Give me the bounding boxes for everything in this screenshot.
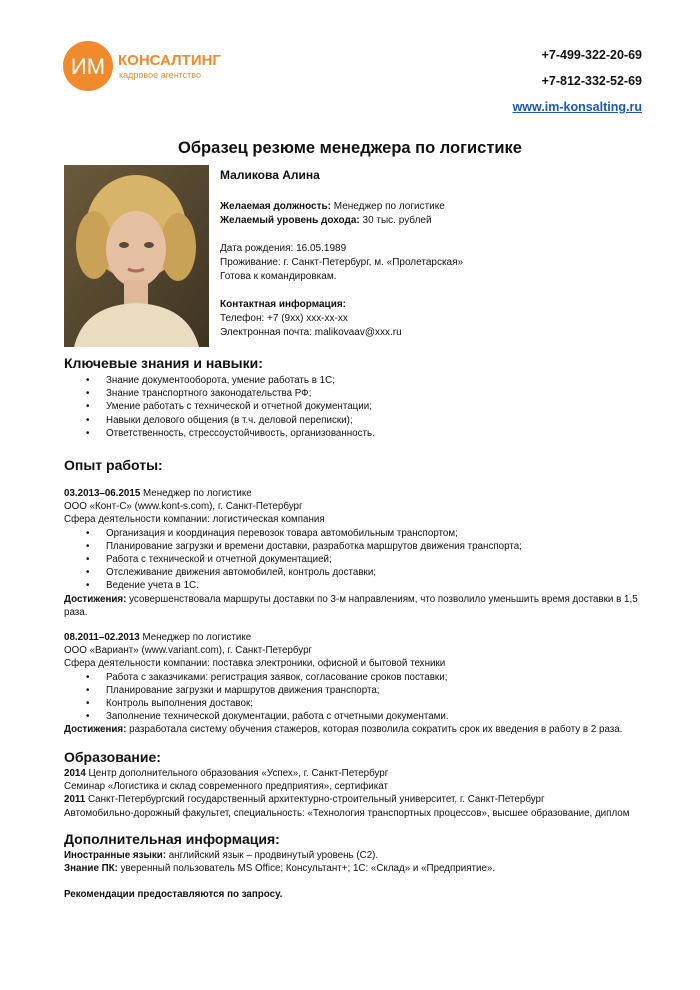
birth-date: Дата рождения: 16.05.1989 — [220, 243, 347, 254]
job-entry-2 — [64, 631, 644, 737]
job-period-role: 03.2013–06.2015 Менеджер по логистике — [64, 488, 252, 499]
list-item: • Планирование загрузки и маршрутов движения транспорта; — [64, 684, 644, 697]
education-item-detail: Автомобильно-дорожный факультет, специальность: «Технология транспортных процессов», высшее образование, диплом — [64, 807, 630, 819]
additional-info — [64, 849, 644, 902]
job-achievements: Достижения: разработала систему обучения стажеров, которая позволила сократить срок их введения в работу в 2 раза. — [64, 724, 623, 736]
contact-info-label: Контактная информация: — [220, 299, 347, 310]
logo-name: КОНСАЛТИНГ — [118, 52, 221, 69]
pc-skills: Знание ПК: уверенный пользователь MS Office; Консультант+; 1С: «Склад» и «Предприятие». — [64, 863, 496, 875]
logo-abbr: ИМ — [70, 54, 106, 79]
job-sphere: Сфера деятельности компании: поставка электроники, офисной и бытовой техники — [64, 658, 446, 670]
education-list — [64, 767, 644, 820]
list-item: • Ведение учета в 1С. — [64, 579, 644, 592]
agency-website-link[interactable]: www.im-konsalting.ru — [512, 100, 642, 114]
list-item: • Ответственность, стрессоустойчивость, организованность. — [64, 427, 644, 440]
list-item: • Контроль выполнения доставок; — [64, 697, 644, 710]
job-achievements: Достижения: усовершенствовала маршруты доставки по 3-м направлениям, что позволило уменьшить время доставки в 1,5 раза. — [64, 593, 638, 618]
agency-contacts — [513, 42, 642, 120]
residence: Проживание: г. Санкт-Петербург, м. «Пролетарская» — [220, 257, 464, 268]
list-item: • Заполнение технической документации, работа с отчетными документами. — [64, 710, 644, 723]
desired-income: Желаемый уровень дохода: 30 тыс. рублей — [220, 215, 432, 226]
agency-phone-1: +7-499-322-20-69 — [541, 48, 642, 62]
experience-heading: Опыт работы: — [64, 457, 163, 473]
recommendations-note: Рекомендации предоставляются по запросу. — [64, 889, 283, 901]
list-item: • Организация и координация перевозок товара автомобильным транспортом; — [64, 527, 644, 540]
logo-subtitle: кадровое агентство — [119, 70, 201, 80]
skills-list — [64, 374, 644, 440]
education-item: 2011 Санкт-Петербургский государственный архитектурно-строительный университет, г. Санкт-Петербург — [64, 794, 545, 806]
agency-phone-2: +7-812-332-52-69 — [541, 74, 642, 88]
list-item: • Планирование загрузки и времени доставки, разработка маршрутов движения транспорта; — [64, 540, 644, 553]
job-company: ООО «Конт-С» (www.kont-s.com), г. Санкт-Петербург — [64, 501, 303, 513]
list-item: • Отслеживание движения автомобилей, контроль доставки; — [64, 566, 644, 579]
list-item: • Навыки делового общения (в т.ч. деловой переписки); — [64, 414, 644, 427]
page-title: Образец резюме менеджера по логистике — [178, 139, 522, 157]
list-item: • Знание транспортного законодательства РФ; — [64, 387, 644, 400]
list-item: • Работа с технической и отчетной документацией; — [64, 553, 644, 566]
candidate-name: Маликова Алина — [220, 168, 320, 182]
desired-position: Желаемая должность: Менеджер по логистике — [220, 201, 445, 212]
job-company: ООО «Вариант» (www.variant.com), г. Санкт-Петербург — [64, 645, 313, 657]
job-sphere: Сфера деятельности компании: логистическая компания — [64, 514, 325, 526]
candidate-email: Электронная почта: malikovaav@xxx.ru — [220, 327, 402, 338]
personal-info — [220, 168, 463, 340]
education-heading: Образование: — [64, 749, 161, 765]
skills-heading: Ключевые знания и навыки: — [64, 355, 263, 371]
travel-readiness: Готова к командировкам. — [220, 271, 337, 282]
education-item: 2014 Центр дополнительного образования «Успех», г. Санкт-Петербург — [64, 768, 389, 779]
candidate-photo — [64, 165, 209, 347]
candidate-phone: Телефон: +7 (9хх) ххх-хх-хх — [220, 313, 348, 324]
job-period-role: 08.2011–02.2013 Менеджер по логистике — [64, 632, 252, 643]
list-item: • Работа с заказчиками: регистрация заявок, согласование сроков поставки; — [64, 671, 644, 684]
company-logo — [62, 40, 252, 92]
list-item: • Умение работать с технической и отчетной документации; — [64, 400, 644, 413]
job-entry-1 — [64, 487, 644, 619]
list-item: • Знание документооборота, умение работать в 1С; — [64, 374, 644, 387]
education-item-detail: Семинар «Логистика и склад современного предприятия», сертификат — [64, 781, 388, 793]
languages: Иностранные языки: английский язык – продвинутый уровень (С2). — [64, 850, 379, 861]
additional-heading: Дополнительная информация: — [64, 831, 280, 847]
